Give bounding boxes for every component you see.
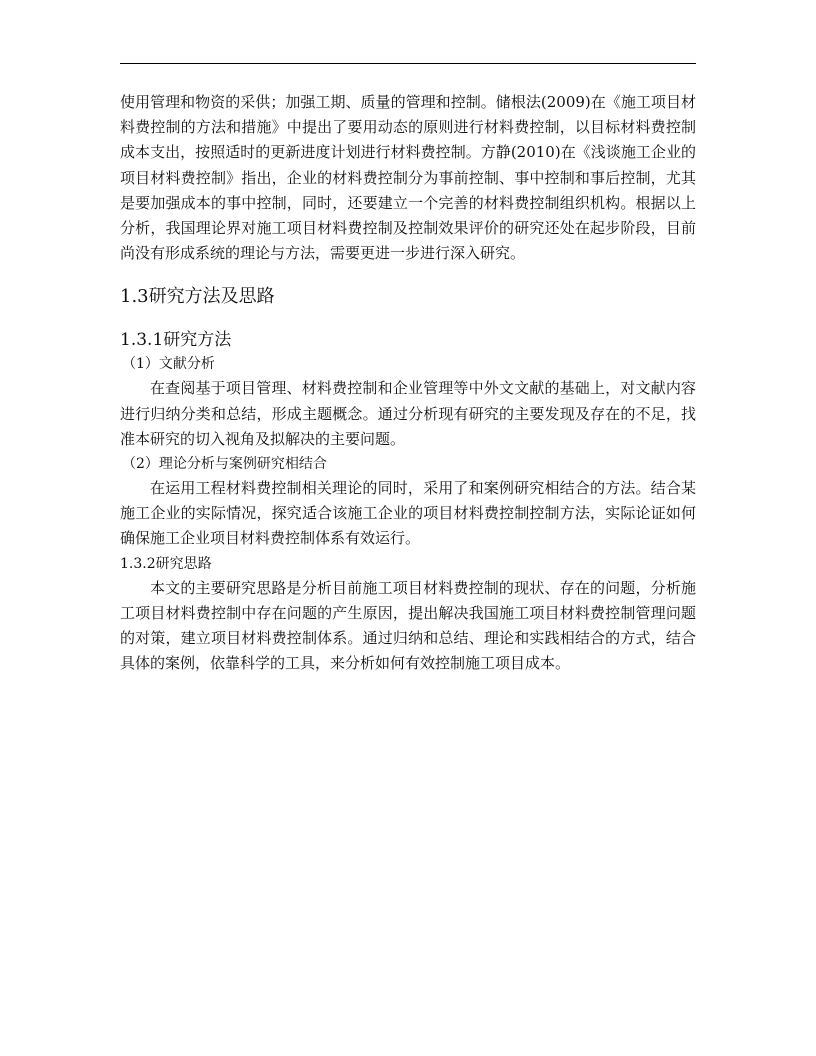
header-rule (120, 63, 696, 64)
approach-text: 本文的主要研究思路是分析目前施工项目材料费控制的现状、存在的问题，分析施工项目材料费控制中存在问题的产生原因，提出解决我国施工项目材料费控制管理问题的对策，建立项目材料费控制体系。通过归纳和总结、理论和实践相结合的方式，结合具体的案例，依靠科学的工具，来分析如何有效控制施工项目成本。 (120, 578, 696, 673)
subsection-2-heading: 1.3.2研究思路 (120, 555, 212, 572)
method-2-label: （2）理论分析与案例研究相结合 (122, 456, 327, 473)
page-content (120, 90, 696, 676)
section-heading: 1.3研究方法及思路 (120, 286, 275, 308)
intro-paragraph: 使用管理和物资的采供；加强工期、质量的管理和控制。储根法(2009)在《施工项目材料费控制的方法和措施》中提出了要用动态的原则进行材料费控制，以目标材料费控制成本支出，按照适时的更新进度计划进行材料费控制。方静(2010)在《浅谈施工企业的项目材料费控制》指出，企业的材料费控制分为事前控制、事中控制和事后控制，尤其是要加强成本的事中控制，同时，还要建立一个完善的材料费控制组织机构。根据以上分析，我国理论界对施工项目材料费控制及控制效果评价的研究还处在起步阶段，目前尚没有形成系统的理论与方法，需要更进一步进行深入研究。 (120, 93, 696, 263)
subsection-1-heading: 1.3.1研究方法 (120, 330, 232, 351)
method-1-text: 在查阅基于项目管理、材料费控制和企业管理等中外文文献的基础上，对文献内容进行归纳分类和总结，形成主题概念。通过分析现有研究的主要发现及存在的不足，找准本研究的切入视角及拟解决的主要问题。 (120, 379, 696, 448)
method-1-label: （1）文献分析 (122, 356, 215, 373)
method-2-text: 在运用工程材料费控制相关理论的同时，采用了和案例研究相结合的方法。结合某施工企业的实际情况，探究适合该施工企业的项目材料费控制控制方法，实际论证如何确保施工企业项目材料费控制体系有效运行。 (120, 479, 696, 548)
